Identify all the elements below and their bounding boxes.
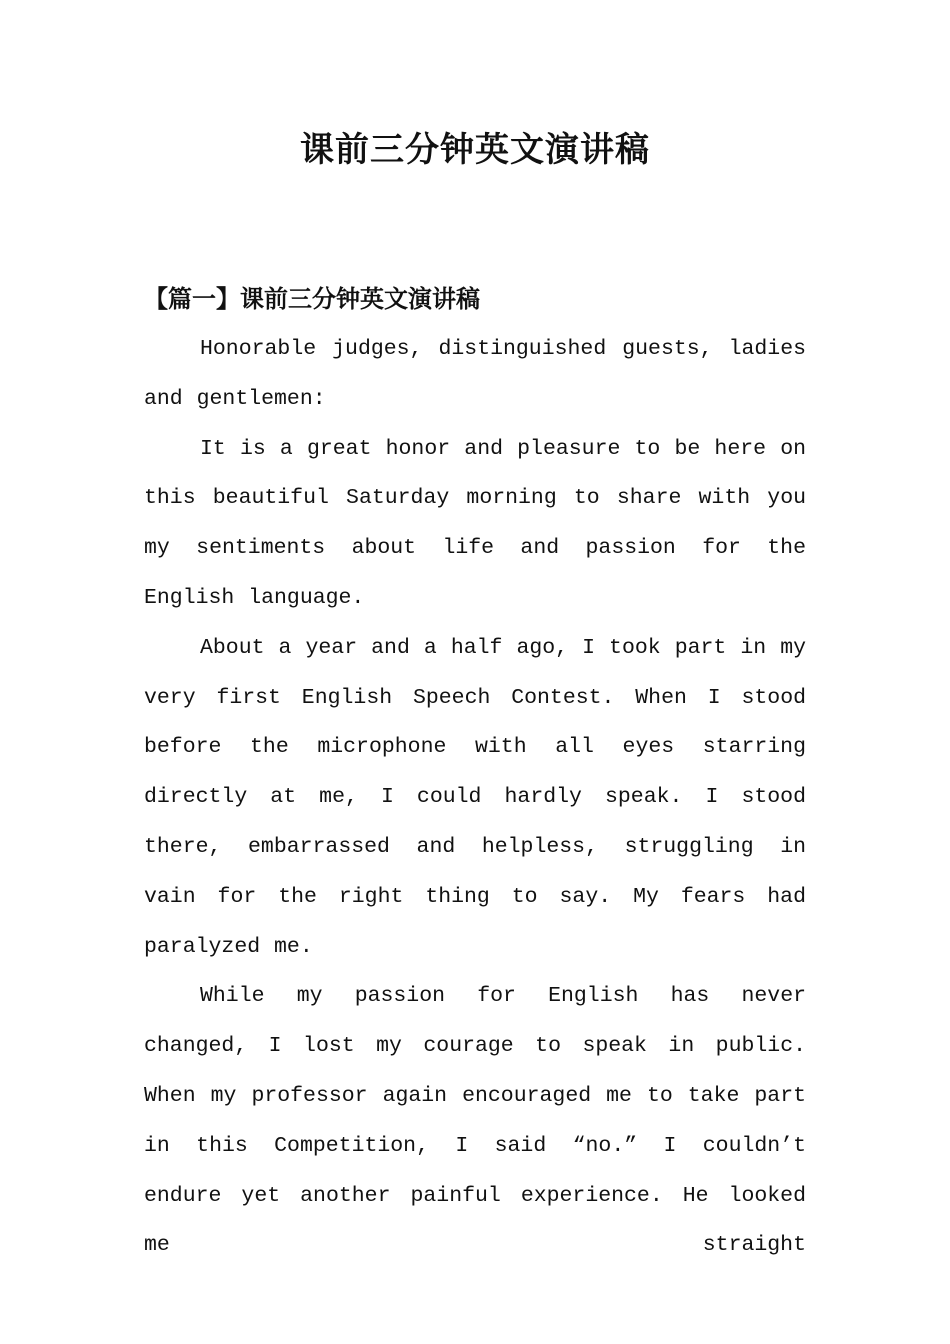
paragraph-greeting: Honorable judges, distinguished guests, ladies and gentlemen: xyxy=(144,337,806,411)
paragraph-introduction: It is a great honor and pleasure to be here on this beautiful Saturday morning to share with you my sentiments about life and passion for the English language. xyxy=(144,436,806,610)
section-heading: 【篇一】课前三分钟英文演讲稿 xyxy=(144,284,480,313)
paragraph-first-contest: About a year and a half ago, I took part in my very first English Speech Contest. When I stood before the microphone with all eyes starring directly at me, I could hardly speak. I stood there, embarrassed and helpless, struggling in vain for the right thing to say. My fears had paralyzed me. xyxy=(144,635,806,959)
document-title: 课前三分钟英文演讲稿 xyxy=(300,130,650,170)
speech-body xyxy=(144,325,806,1271)
paragraph-lost-courage: While my passion for English has never changed, I lost my courage to speak in public. When my professor again encouraged me to take part in this Competition, I said “no.” I couldn’t endure yet another painful experience. He looked me straight xyxy=(144,984,806,1258)
